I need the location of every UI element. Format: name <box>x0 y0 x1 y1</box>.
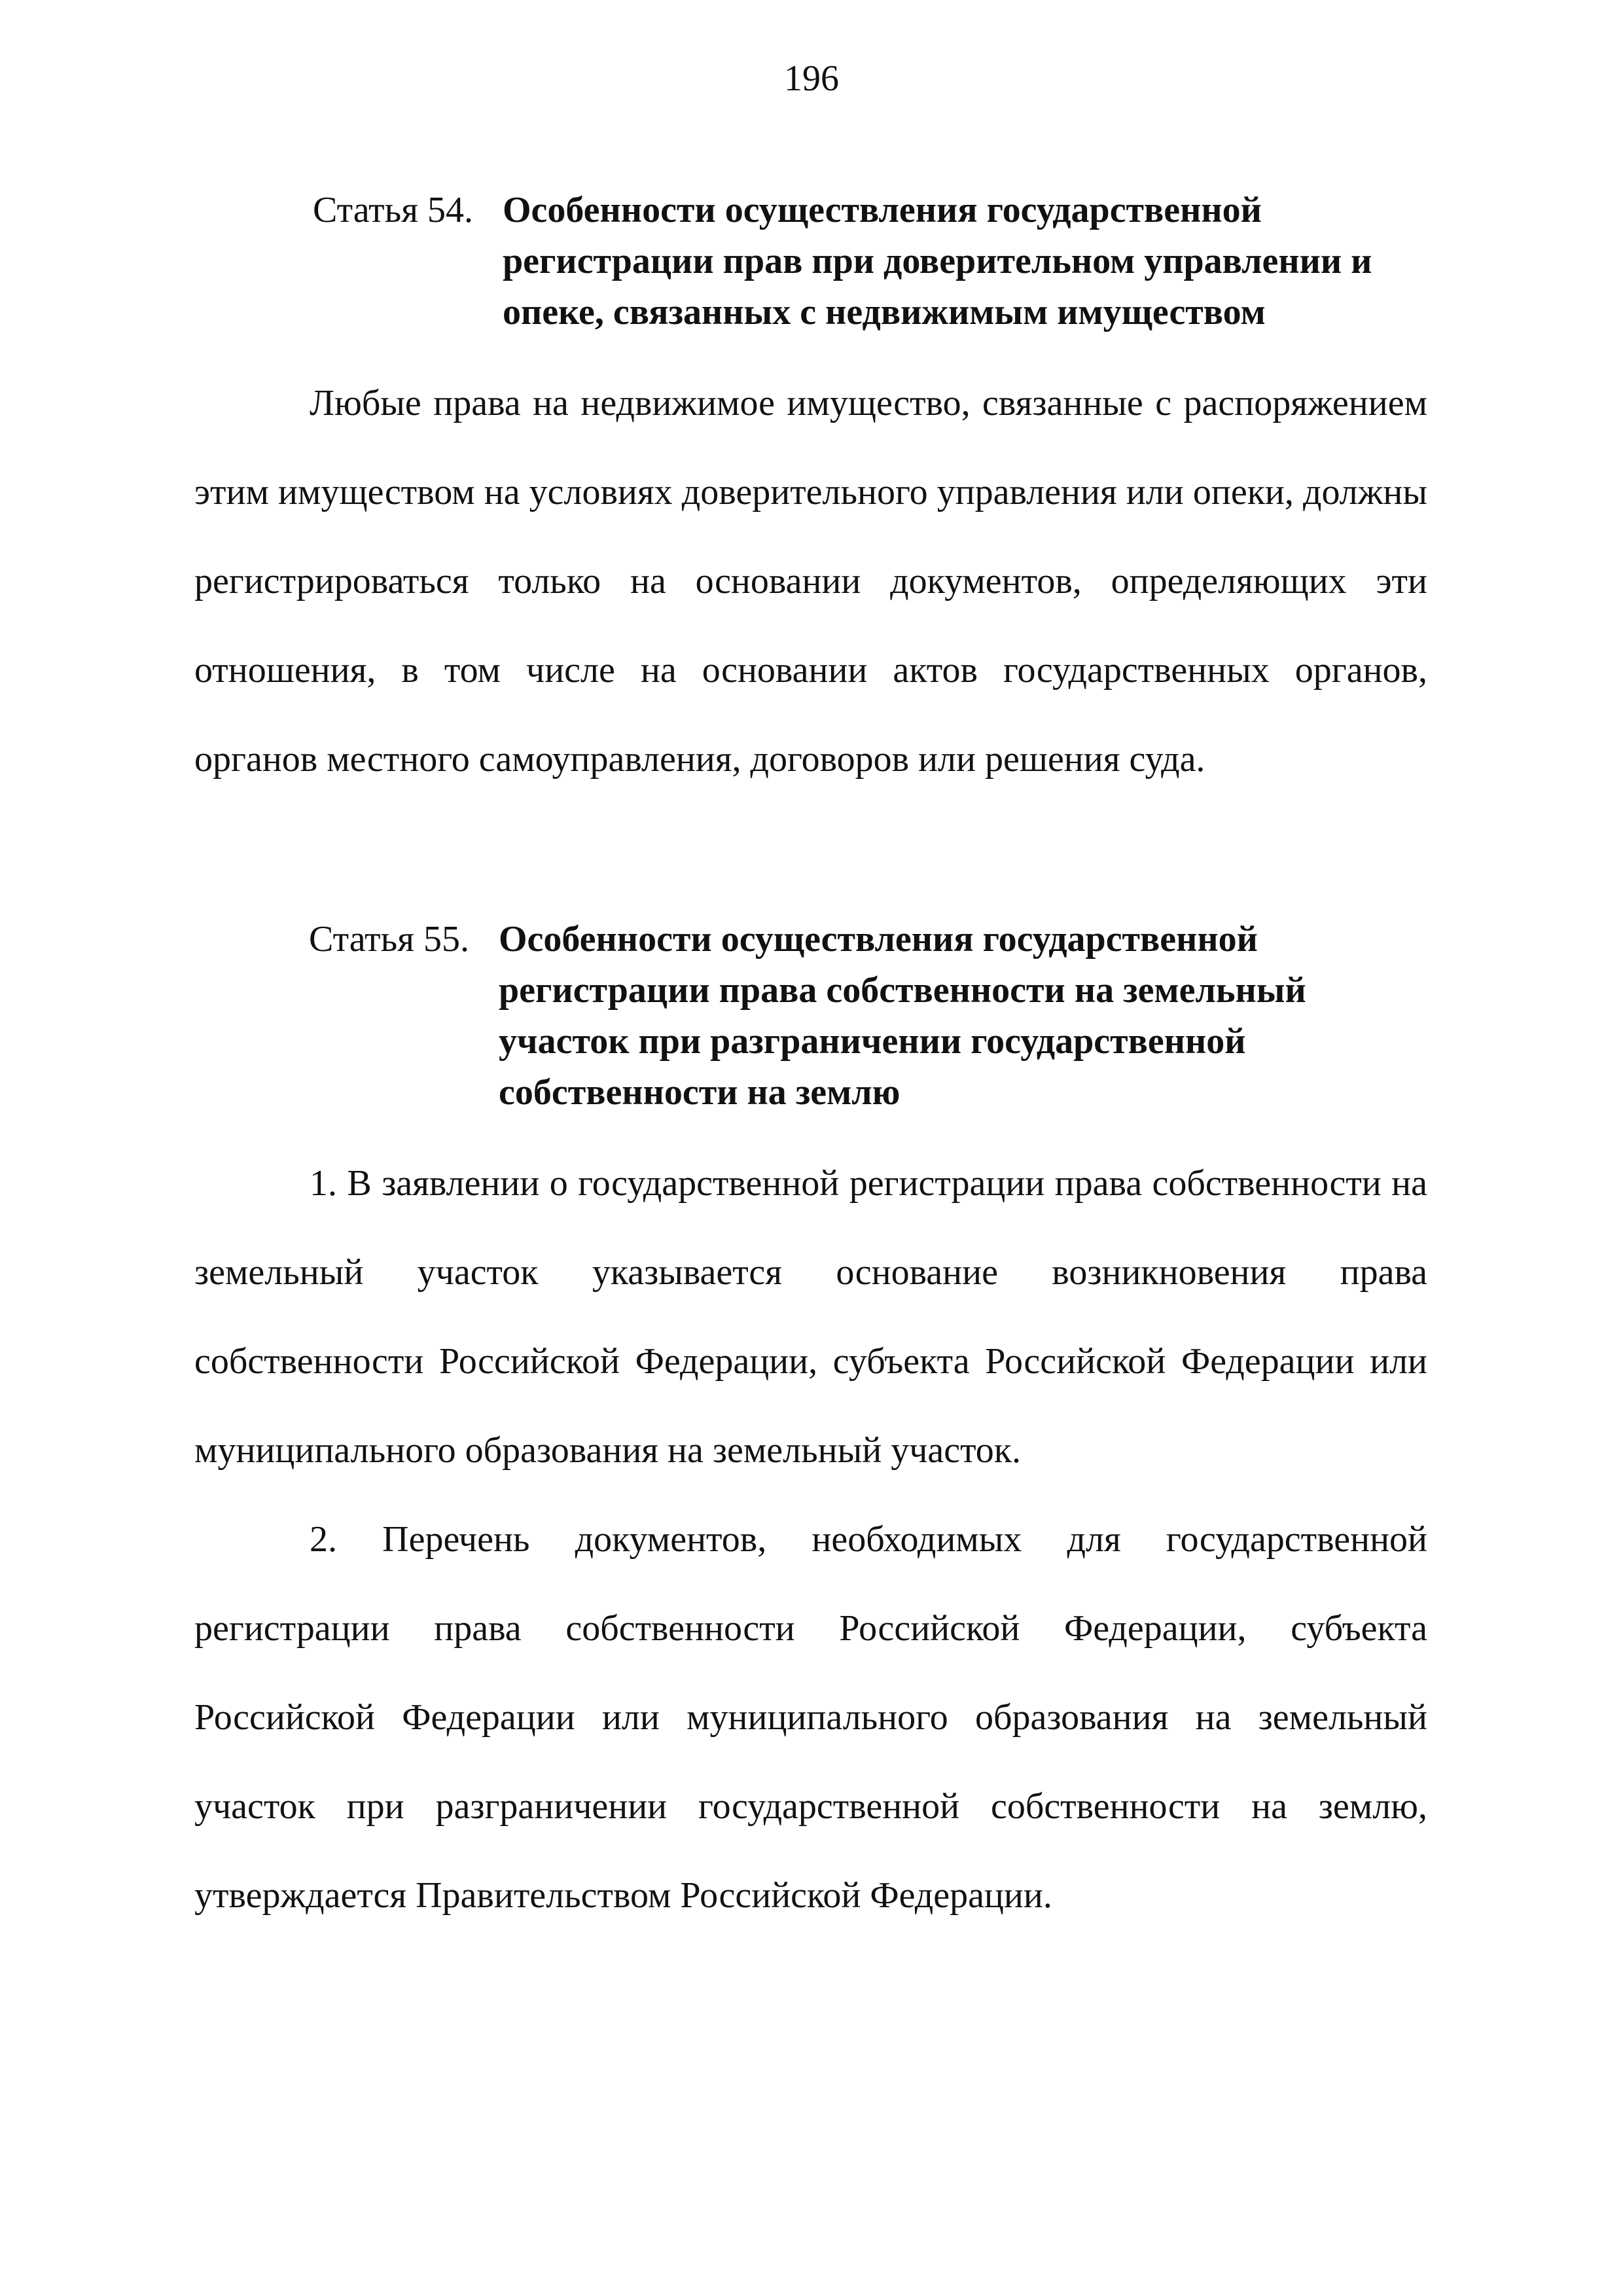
article-title <box>503 185 1372 338</box>
article-title-line: регистрации права собственности на земельный <box>499 970 1306 1011</box>
article-title-line: Особенности осуществления государственной <box>503 190 1262 230</box>
article-label: Статья 54. <box>313 190 473 230</box>
article-title-line: участок при разграничении государственной <box>499 1021 1246 1062</box>
article-label: Статья 55. <box>309 919 469 960</box>
page-number: 196 <box>784 58 839 99</box>
article-55-heading <box>309 914 1306 1118</box>
article-title <box>499 914 1306 1118</box>
article-54-heading <box>313 185 1372 338</box>
article-title-line: Особенности осуществления государственной <box>499 919 1258 960</box>
article-title-line: опеке, связанных с недвижимым имуществом <box>503 292 1266 332</box>
article-title-line: регистрации прав при доверительном управлении и <box>503 241 1372 281</box>
article-54-paragraph-1: Любые права на недвижимое имущество, связанные с распоряжением этим имуществом на условиях доверительного управления или опеки, должны регистрироваться только на основании документов, определяющих эти отношения, в том числе на основании актов государственных органов, органов местного самоуправления, договоров или решения суда. <box>194 383 1427 780</box>
article-55-paragraph-1: 1. В заявлении о государственной регистрации права собственности на земельный участок указывается основание возникновения права собственности Российской Федерации, субъекта Российской Федерации или муниципального образования на земельный участок. <box>194 1163 1427 1471</box>
article-55-paragraph-2: 2. Перечень документов, необходимых для государственной регистрации права собственности Российской Федерации, субъекта Российской Федерации или муниципального образования на земельный участок при разграничении государственной собственности на землю, утверждается Правительством Российской Федерации. <box>194 1519 1427 1916</box>
article-title-line: собственности на землю <box>499 1072 901 1113</box>
